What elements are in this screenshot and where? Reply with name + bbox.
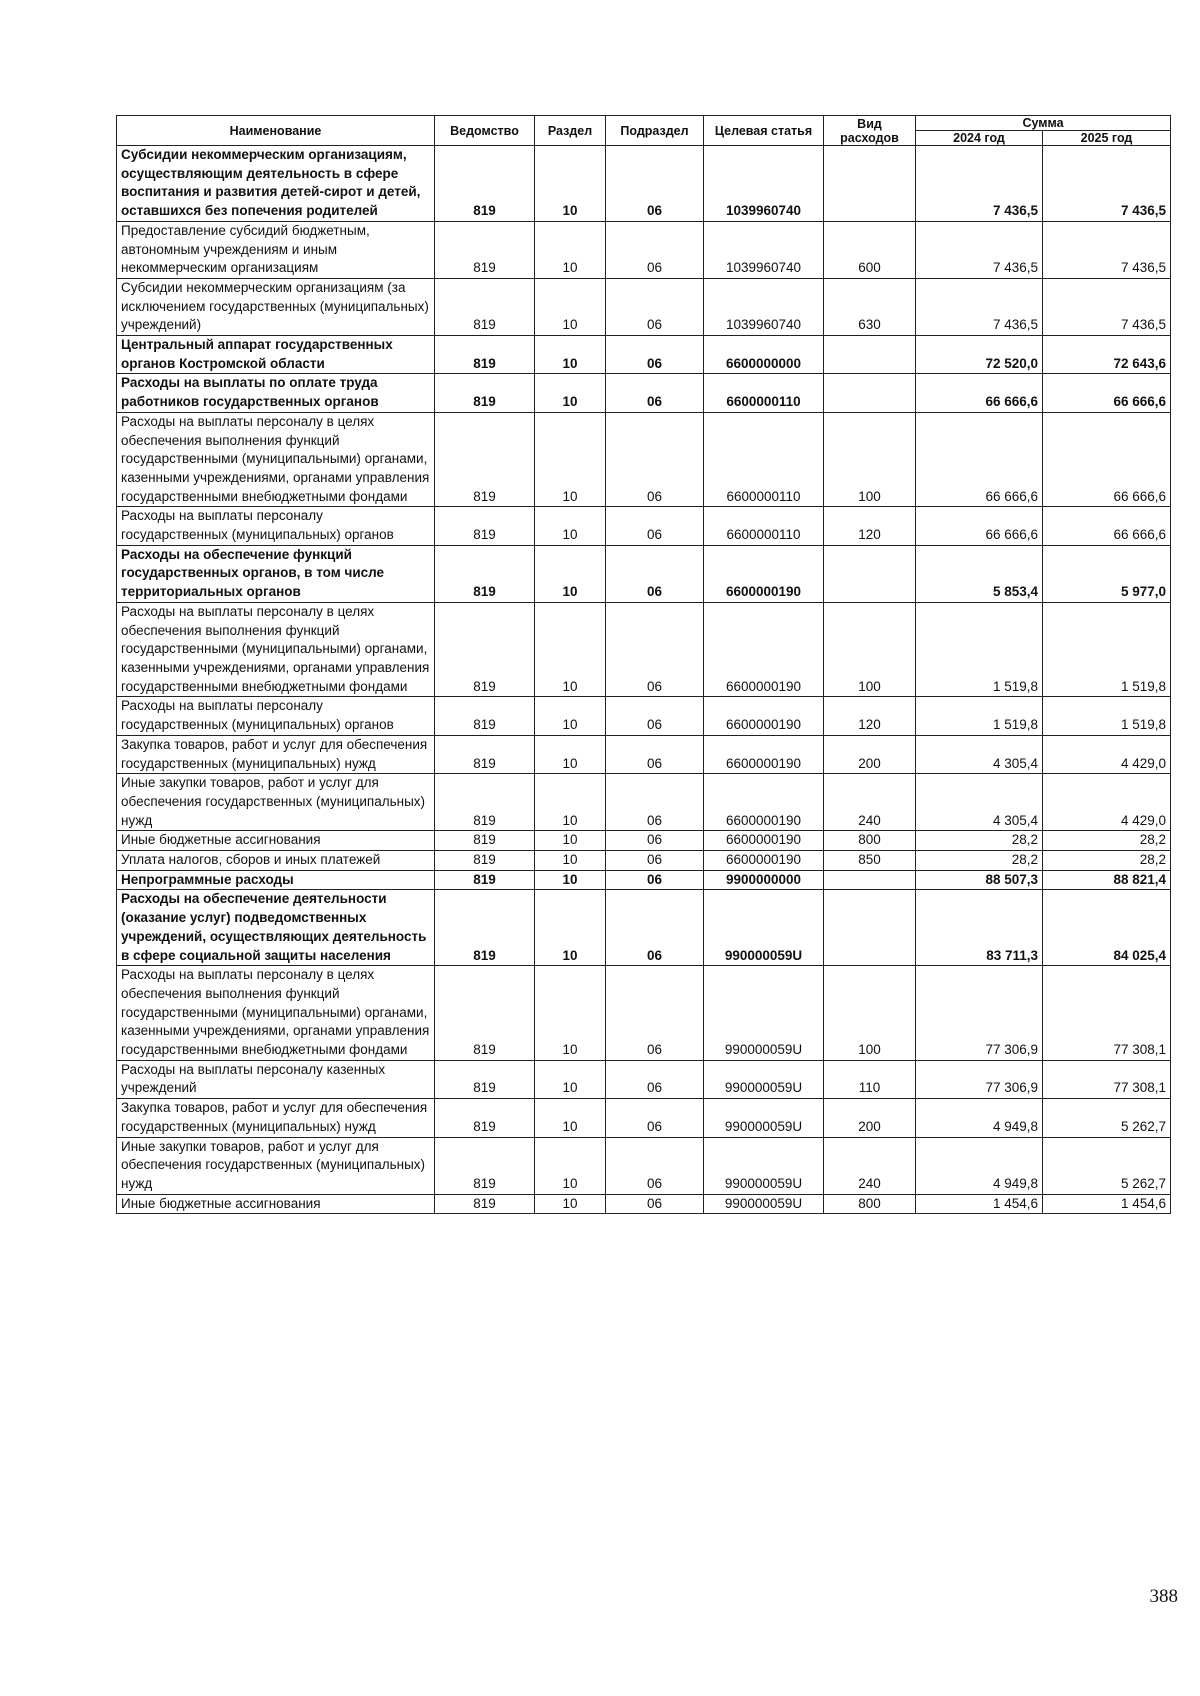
cell-amount-2024: 28,2 (916, 851, 1043, 871)
cell-name: Расходы на выплаты персоналу в целях обеспечения выполнения функций государственными (муниципальными) органами, казенными учреждениями, органами управления государственными внебюджетными фондами (117, 966, 435, 1061)
cell-amount-2025: 7 436,5 (1043, 146, 1171, 222)
cell-section: 10 (535, 1194, 606, 1214)
cell-dept: 819 (435, 1060, 535, 1098)
cell-target: 1039960740 (704, 146, 824, 222)
cell-amount-2025: 1 519,8 (1043, 602, 1171, 697)
cell-amount-2025: 5 262,7 (1043, 1099, 1171, 1137)
cell-subsection: 06 (606, 146, 704, 222)
cell-section: 10 (535, 1137, 606, 1194)
cell-expense (824, 870, 916, 890)
cell-name: Расходы на выплаты персоналу казенных учреждений (117, 1060, 435, 1098)
header-year-2025: 2025 год (1043, 131, 1171, 146)
cell-amount-2025: 77 308,1 (1043, 1060, 1171, 1098)
cell-subsection: 06 (606, 735, 704, 773)
cell-subsection: 06 (606, 1099, 704, 1137)
cell-section: 10 (535, 336, 606, 374)
cell-section: 10 (535, 602, 606, 697)
cell-name: Расходы на выплаты персоналу в целях обеспечения выполнения функций государственными (муниципальными) органами, казенными учреждениями, органами управления государственными внебюджетными фондами (117, 602, 435, 697)
cell-name: Расходы на выплаты персоналу в целях обеспечения выполнения функций государственными (муниципальными) органами, казенными учреждениями, органами управления государственными внебюджетными фондами (117, 412, 435, 507)
cell-section: 10 (535, 851, 606, 871)
header-subsection: Подраздел (606, 116, 704, 146)
cell-expense: 600 (824, 221, 916, 278)
table-row (117, 851, 1171, 871)
cell-subsection: 06 (606, 1194, 704, 1214)
cell-target: 6600000110 (704, 374, 824, 412)
cell-dept: 819 (435, 336, 535, 374)
cell-expense: 200 (824, 735, 916, 773)
table-row (117, 1099, 1171, 1137)
cell-amount-2024: 4 949,8 (916, 1099, 1043, 1137)
cell-name: Субсидии некоммерческим организациям, осуществляющим деятельность в сфере воспитания и развития детей-сирот и детей, оставшихся без попечения родителей (117, 146, 435, 222)
cell-expense: 120 (824, 697, 916, 735)
cell-expense (824, 374, 916, 412)
cell-amount-2024: 66 666,6 (916, 507, 1043, 545)
cell-dept: 819 (435, 507, 535, 545)
table-row (117, 278, 1171, 335)
cell-target: 6600000110 (704, 507, 824, 545)
header-expense: Вид расходов (824, 116, 916, 146)
cell-amount-2025: 4 429,0 (1043, 774, 1171, 831)
cell-target: 1039960740 (704, 278, 824, 335)
cell-amount-2025: 5 262,7 (1043, 1137, 1171, 1194)
cell-name: Иные бюджетные ассигнования (117, 831, 435, 851)
cell-subsection: 06 (606, 831, 704, 851)
cell-amount-2024: 7 436,5 (916, 221, 1043, 278)
cell-name: Закупка товаров, работ и услуг для обеспечения государственных (муниципальных) нужд (117, 735, 435, 773)
cell-section: 10 (535, 221, 606, 278)
cell-target: 990000059U (704, 1137, 824, 1194)
cell-expense: 120 (824, 507, 916, 545)
table-row (117, 831, 1171, 851)
cell-amount-2025: 7 436,5 (1043, 278, 1171, 335)
cell-expense: 100 (824, 966, 916, 1061)
table-row (117, 336, 1171, 374)
cell-dept: 819 (435, 278, 535, 335)
cell-amount-2024: 7 436,5 (916, 278, 1043, 335)
cell-amount-2024: 77 306,9 (916, 1060, 1043, 1098)
cell-amount-2024: 1 454,6 (916, 1194, 1043, 1214)
cell-amount-2025: 66 666,6 (1043, 412, 1171, 507)
cell-section: 10 (535, 146, 606, 222)
cell-expense: 800 (824, 831, 916, 851)
cell-target: 9900000000 (704, 870, 824, 890)
cell-target: 6600000190 (704, 697, 824, 735)
cell-section: 10 (535, 890, 606, 966)
table-row (117, 1137, 1171, 1194)
table-row (117, 221, 1171, 278)
table-row (117, 774, 1171, 831)
header-name: Наименование (117, 116, 435, 146)
cell-dept: 819 (435, 412, 535, 507)
cell-dept: 819 (435, 870, 535, 890)
cell-name: Уплата налогов, сборов и иных платежей (117, 851, 435, 871)
cell-section: 10 (535, 1060, 606, 1098)
cell-target: 6600000190 (704, 831, 824, 851)
cell-subsection: 06 (606, 1137, 704, 1194)
cell-section: 10 (535, 735, 606, 773)
cell-expense: 630 (824, 278, 916, 335)
cell-amount-2024: 7 436,5 (916, 146, 1043, 222)
cell-amount-2024: 28,2 (916, 831, 1043, 851)
cell-section: 10 (535, 545, 606, 602)
cell-amount-2025: 72 643,6 (1043, 336, 1171, 374)
cell-amount-2024: 83 711,3 (916, 890, 1043, 966)
cell-amount-2024: 1 519,8 (916, 697, 1043, 735)
cell-expense: 240 (824, 774, 916, 831)
cell-target: 990000059U (704, 890, 824, 966)
cell-target: 1039960740 (704, 221, 824, 278)
cell-amount-2025: 66 666,6 (1043, 374, 1171, 412)
table-row (117, 1060, 1171, 1098)
cell-amount-2025: 28,2 (1043, 851, 1171, 871)
cell-target: 6600000190 (704, 735, 824, 773)
table-row (117, 412, 1171, 507)
cell-amount-2025: 7 436,5 (1043, 221, 1171, 278)
cell-amount-2024: 4 949,8 (916, 1137, 1043, 1194)
cell-subsection: 06 (606, 602, 704, 697)
cell-name: Расходы на обеспечение деятельности (оказание услуг) подведомственных учреждений, осуществляющих деятельность в сфере социальной защиты населения (117, 890, 435, 966)
cell-amount-2025: 88 821,4 (1043, 870, 1171, 890)
cell-target: 990000059U (704, 1099, 824, 1137)
cell-dept: 819 (435, 146, 535, 222)
table-row (117, 735, 1171, 773)
cell-expense: 110 (824, 1060, 916, 1098)
cell-name: Непрограммные расходы (117, 870, 435, 890)
table-row (117, 146, 1171, 222)
cell-section: 10 (535, 870, 606, 890)
cell-expense (824, 890, 916, 966)
cell-amount-2025: 66 666,6 (1043, 507, 1171, 545)
table-row (117, 966, 1171, 1061)
cell-dept: 819 (435, 374, 535, 412)
cell-amount-2025: 28,2 (1043, 831, 1171, 851)
cell-amount-2025: 77 308,1 (1043, 966, 1171, 1061)
cell-name: Центральный аппарат государственных органов Костромской области (117, 336, 435, 374)
cell-name: Иные закупки товаров, работ и услуг для обеспечения государственных (муниципальных) нужд (117, 1137, 435, 1194)
cell-section: 10 (535, 697, 606, 735)
cell-dept: 819 (435, 1194, 535, 1214)
cell-subsection: 06 (606, 412, 704, 507)
cell-amount-2025: 1 519,8 (1043, 697, 1171, 735)
table-row (117, 374, 1171, 412)
cell-dept: 819 (435, 774, 535, 831)
table-row (117, 507, 1171, 545)
header-section: Раздел (535, 116, 606, 146)
cell-subsection: 06 (606, 966, 704, 1061)
cell-target: 990000059U (704, 1060, 824, 1098)
header-target: Целевая статья (704, 116, 824, 146)
cell-target: 6600000110 (704, 412, 824, 507)
cell-subsection: 06 (606, 278, 704, 335)
cell-amount-2025: 84 025,4 (1043, 890, 1171, 966)
cell-target: 6600000190 (704, 602, 824, 697)
cell-amount-2024: 66 666,6 (916, 412, 1043, 507)
cell-name: Субсидии некоммерческим организациям (за исключением государственных (муниципальных) учреждений) (117, 278, 435, 335)
cell-section: 10 (535, 374, 606, 412)
cell-section: 10 (535, 412, 606, 507)
cell-expense: 240 (824, 1137, 916, 1194)
cell-name: Расходы на выплаты персоналу государственных (муниципальных) органов (117, 507, 435, 545)
cell-subsection: 06 (606, 336, 704, 374)
cell-amount-2025: 4 429,0 (1043, 735, 1171, 773)
cell-dept: 819 (435, 851, 535, 871)
cell-name: Иные закупки товаров, работ и услуг для обеспечения государственных (муниципальных) нужд (117, 774, 435, 831)
cell-section: 10 (535, 278, 606, 335)
cell-section: 10 (535, 774, 606, 831)
cell-amount-2025: 1 454,6 (1043, 1194, 1171, 1214)
cell-target: 6600000000 (704, 336, 824, 374)
cell-subsection: 06 (606, 851, 704, 871)
cell-dept: 819 (435, 1099, 535, 1137)
cell-expense: 800 (824, 1194, 916, 1214)
header-year-2024: 2024 год (916, 131, 1043, 146)
cell-expense (824, 336, 916, 374)
header-sum: Сумма (916, 116, 1171, 131)
cell-subsection: 06 (606, 507, 704, 545)
cell-subsection: 06 (606, 890, 704, 966)
cell-dept: 819 (435, 697, 535, 735)
cell-expense (824, 146, 916, 222)
cell-dept: 819 (435, 735, 535, 773)
table-row (117, 870, 1171, 890)
cell-dept: 819 (435, 890, 535, 966)
cell-expense: 200 (824, 1099, 916, 1137)
table-row (117, 545, 1171, 602)
cell-name: Расходы на выплаты по оплате труда работников государственных органов (117, 374, 435, 412)
cell-target: 990000059U (704, 966, 824, 1061)
cell-name: Расходы на обеспечение функций государственных органов, в том числе территориальных органов (117, 545, 435, 602)
table-row (117, 1194, 1171, 1214)
cell-subsection: 06 (606, 870, 704, 890)
cell-target: 6600000190 (704, 774, 824, 831)
cell-section: 10 (535, 966, 606, 1061)
cell-dept: 819 (435, 545, 535, 602)
cell-amount-2024: 5 853,4 (916, 545, 1043, 602)
cell-amount-2024: 88 507,3 (916, 870, 1043, 890)
cell-dept: 819 (435, 966, 535, 1061)
table-body (117, 146, 1171, 1214)
cell-subsection: 06 (606, 697, 704, 735)
cell-target: 990000059U (704, 1194, 824, 1214)
cell-name: Предоставление субсидий бюджетным, автономным учреждениям и иным некоммерческим организациям (117, 221, 435, 278)
cell-expense: 850 (824, 851, 916, 871)
cell-expense: 100 (824, 412, 916, 507)
cell-amount-2024: 72 520,0 (916, 336, 1043, 374)
cell-target: 6600000190 (704, 851, 824, 871)
page-number: 388 (1149, 1586, 1178, 1607)
cell-dept: 819 (435, 831, 535, 851)
table-row (117, 890, 1171, 966)
cell-name: Расходы на выплаты персоналу государственных (муниципальных) органов (117, 697, 435, 735)
cell-section: 10 (535, 831, 606, 851)
cell-amount-2024: 66 666,6 (916, 374, 1043, 412)
cell-section: 10 (535, 507, 606, 545)
cell-subsection: 06 (606, 374, 704, 412)
cell-dept: 819 (435, 602, 535, 697)
cell-dept: 819 (435, 221, 535, 278)
cell-section: 10 (535, 1099, 606, 1137)
cell-amount-2025: 5 977,0 (1043, 545, 1171, 602)
header-dept: Ведомство (435, 116, 535, 146)
cell-amount-2024: 4 305,4 (916, 774, 1043, 831)
cell-expense (824, 545, 916, 602)
cell-subsection: 06 (606, 545, 704, 602)
cell-amount-2024: 77 306,9 (916, 966, 1043, 1061)
cell-subsection: 06 (606, 774, 704, 831)
cell-name: Закупка товаров, работ и услуг для обеспечения государственных (муниципальных) нужд (117, 1099, 435, 1137)
table-row (117, 602, 1171, 697)
cell-expense: 100 (824, 602, 916, 697)
cell-dept: 819 (435, 1137, 535, 1194)
table-row (117, 697, 1171, 735)
cell-subsection: 06 (606, 1060, 704, 1098)
cell-name: Иные бюджетные ассигнования (117, 1194, 435, 1214)
cell-target: 6600000190 (704, 545, 824, 602)
cell-amount-2024: 4 305,4 (916, 735, 1043, 773)
cell-subsection: 06 (606, 221, 704, 278)
cell-amount-2024: 1 519,8 (916, 602, 1043, 697)
budget-table (116, 115, 1171, 1214)
